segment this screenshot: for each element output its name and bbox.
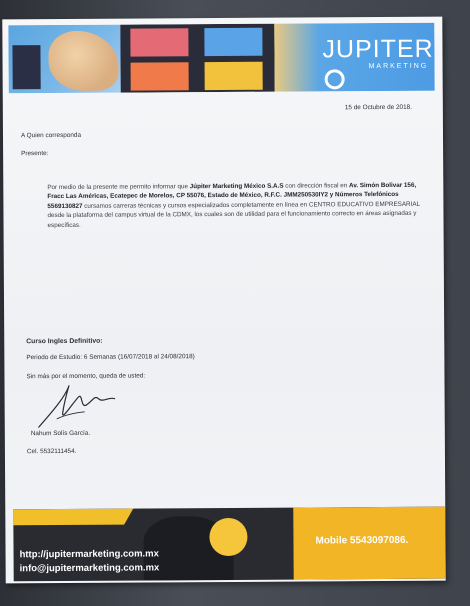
tile-orange (131, 62, 189, 90)
company-name: Júpiter Marketing México S.A.S (189, 182, 284, 191)
paragraph-text-1: Por medio de la presente me permito informar que (47, 183, 190, 192)
tile-pink (130, 28, 188, 56)
header-banner (8, 23, 434, 94)
footer-email: info@jupitermarketing.com.mx (19, 562, 160, 575)
closing-line: Sin más por el momento, queda de usted: (26, 372, 146, 381)
greeting: A Quien corresponda (20, 131, 82, 140)
course-title: Curso Ingles Definitivo: (26, 337, 103, 346)
logo-text: JUPITER (322, 34, 434, 64)
paragraph-text-3: cursamos carreras técnicas y cursos especializados completamente en línea en CENTRO EDUCATIVO EMPRESARIAL desde la plataforma del campus virtual de la CDMX, los cuales son de utilidad para el funcionamiento correcto en áreas asignadas y específicas. (47, 200, 420, 229)
header-photo-left (8, 25, 120, 94)
hand-shape (48, 31, 118, 91)
phone-shape (12, 45, 40, 89)
handwritten-signature (34, 379, 124, 432)
presente-line: Presente: (21, 150, 49, 158)
footer-mobile: Mobile 5543097086. (315, 534, 409, 547)
footer-banner (13, 507, 445, 582)
signer-phone: Cel. 5532111454. (26, 447, 77, 456)
tile-yellow (205, 62, 263, 90)
header-logo-area (274, 23, 434, 92)
logo-subtitle: MARKETING (368, 62, 429, 71)
footer-yellow-stripe (13, 509, 133, 526)
paragraph-text-2: con dirección fiscal en (283, 182, 350, 190)
study-period: Periodo de Estudio: 6 Semanas (16/07/2018 al 24/08/2018) (26, 353, 195, 362)
footer-website: http://jupitermarketing.com.mx (19, 548, 159, 561)
signer-name: Nahum Solís García. (30, 429, 91, 438)
letter-page (2, 17, 445, 584)
header-tiles (120, 24, 274, 93)
tile-blue (204, 28, 262, 56)
pie-chart-icon (209, 518, 247, 556)
letter-date: 15 de Octubre de 2018. (344, 103, 413, 112)
company-address: Av. Simón Bolivar 156, Fracc Las Américas, Ecatepec de Morelos, CP 55076, Estado de México, R.F.C. JMM250530IY2 y Números Telefónicos 5569130827 (47, 181, 417, 210)
logo-ring-icon (325, 69, 345, 89)
body-paragraph (47, 181, 423, 230)
